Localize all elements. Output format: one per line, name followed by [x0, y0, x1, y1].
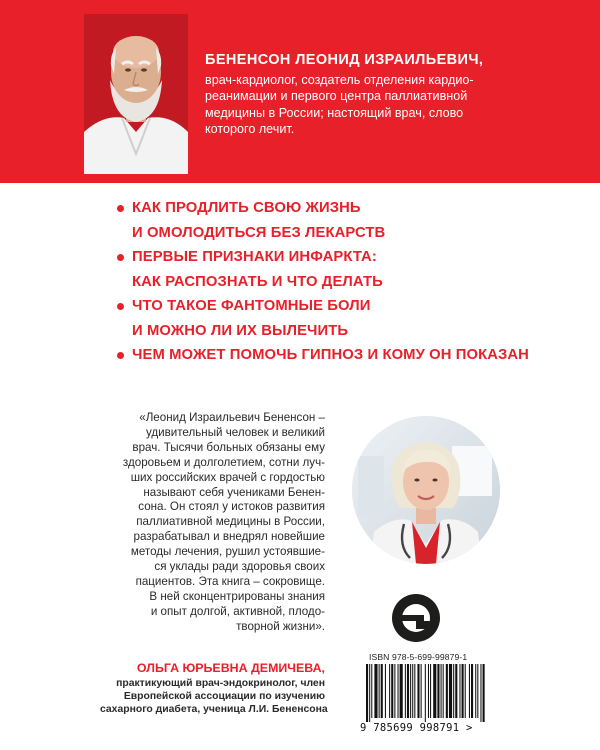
author-name: БЕНЕНСОН ЛЕОНИД ИЗРАИЛЬЕВИЧ,	[205, 52, 484, 68]
topic-line: И МОЖНО ЛИ ИХ ВЫЛЕЧИТЬ	[132, 322, 349, 339]
reviewer-name: ОЛЬГА ЮРЬЕВНА ДЕМИЧЕВА,	[136, 661, 325, 675]
review-line: В ней сконцентрированы знания	[149, 589, 325, 603]
author-photo	[84, 14, 188, 174]
barcode-digits: 9 785699 998791 >	[360, 722, 473, 734]
author-info	[205, 52, 535, 137]
bullet-dot-icon	[117, 352, 124, 359]
review-line: врач. Тысячи больных обязаны ему	[132, 440, 325, 454]
topic-line: И ОМОЛОДИТЬСЯ БЕЗ ЛЕКАРСТВ	[132, 224, 386, 241]
review-line: и опыт долгой, активной, плодо-	[150, 604, 325, 618]
reviewer-desc-line: сахарного диабета, ученица Л.И. Бененсона	[100, 704, 328, 716]
topic-line: ЧТО ТАКОЕ ФАНТОМНЫЕ БОЛИ	[132, 298, 371, 314]
review-line: сона. Он стоял у истоков развития	[138, 500, 325, 514]
author-desc-line: медицины в России; настоящий врач, слово	[205, 105, 464, 120]
author-portrait-image	[84, 14, 188, 174]
author-desc-line: которого лечит.	[205, 121, 295, 136]
topic-line: КАК РАСПОЗНАТЬ И ЧТО ДЕЛАТЬ	[132, 273, 383, 290]
review-line: пациентов. Эта книга – сокровище.	[135, 574, 325, 588]
review-line: творной жизни».	[236, 619, 325, 633]
isbn-text: ISBN 978-5-699-99879-1	[369, 652, 468, 662]
top-banner	[0, 0, 600, 183]
reviewer-portrait-image	[352, 416, 500, 564]
topic-line: КАК ПРОДЛИТЬ СВОЮ ЖИЗНЬ	[132, 200, 361, 216]
topic-item	[117, 245, 507, 294]
review-quote	[110, 411, 325, 635]
review-line: ших российских врачей с гордостью	[130, 470, 325, 484]
topic-item	[117, 294, 507, 343]
review-line: удивительный человек и великий	[145, 425, 325, 439]
bullet-dot-icon	[117, 205, 124, 212]
author-desc-line: врач-кардиолог, создатель отделения кардио-	[205, 73, 474, 87]
review-line: методы лечения, рушил устоявшие-	[130, 545, 325, 559]
barcode	[364, 664, 528, 722]
topic-item	[117, 343, 529, 368]
reviewer-photo	[352, 416, 500, 564]
reviewer-desc-line: Европейской ассоциации по изучению	[123, 691, 325, 703]
topic-line: ЧЕМ МОЖЕТ ПОМОЧЬ ГИПНОЗ И КОМУ ОН ПОКАЗАН	[132, 347, 529, 363]
reviewer-desc-line: практикующий врач-эндокринолог, член	[116, 678, 325, 689]
topic-item	[117, 196, 507, 245]
review-line: здоровьем и долголетием, сотни луч-	[122, 455, 325, 469]
bullet-dot-icon	[117, 254, 124, 261]
author-description	[205, 72, 535, 137]
topic-line: ПЕРВЫЕ ПРИЗНАКИ ИНФАРКТА:	[132, 249, 377, 265]
bullet-dot-icon	[117, 303, 124, 310]
review-line: называют себя учениками Бенен-	[143, 485, 325, 499]
publisher-logo-icon	[391, 593, 441, 643]
author-desc-line: реанимации и первого центра паллиативной	[205, 89, 468, 104]
review-line: разрабатывал и внедрял новейшие	[133, 530, 325, 544]
reviewer-description	[100, 677, 328, 717]
topics-list	[117, 196, 529, 368]
review-line: ся уклады ради здоровья своих	[154, 560, 325, 574]
review-line: «Леонид Израильевич Бененсон –	[139, 411, 325, 424]
review-line: паллиативной медицины в России,	[136, 515, 325, 529]
